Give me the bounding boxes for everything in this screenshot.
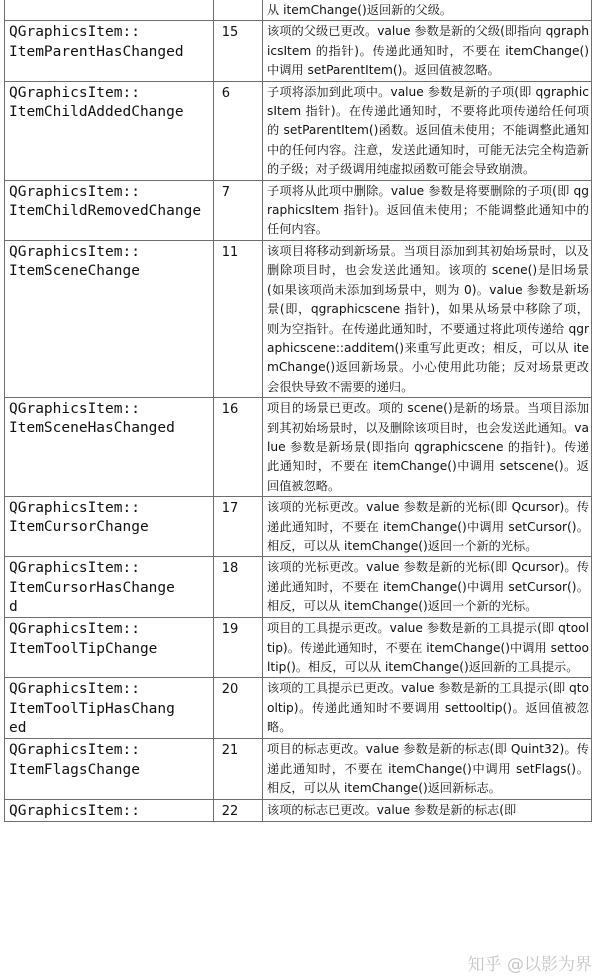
enum-value-cell <box>213 497 262 557</box>
enum-name-cell-text: QGraphicsItem:: ItemCursorChange <box>9 500 149 536</box>
description-cell-text: 该项的工具提示已更改。value 参数是新的工具提示(即 qtooltip)。传递此通知时不要调用 settooltip()。返回值被忽略。 <box>267 681 589 735</box>
watermark: 知乎 @以影为界 <box>467 955 592 975</box>
enum-name-cell <box>5 497 214 557</box>
enum-name-cell <box>5 398 214 497</box>
enum-name-cell-text: QGraphicsItem:: ItemChildRemovedChange <box>9 183 202 219</box>
enum-value-cell-text: 7 <box>221 184 230 200</box>
description-cell-text: 项目的标志更改。value 参数是新的标志(即 Quint32)。传递此通知时，不要在 itemChange()中调用 setFlags()。相反，可以从 itemChange()返回新标志。 <box>267 742 589 796</box>
enum-value-cell <box>213 557 262 618</box>
description-cell <box>263 81 592 180</box>
enum-value-cell <box>213 240 262 397</box>
enum-name-cell <box>5 180 214 240</box>
table-row <box>5 497 592 557</box>
table-row <box>5 557 592 618</box>
table-row <box>5 21 592 81</box>
enum-value-cell <box>213 21 262 81</box>
description-cell <box>263 21 592 81</box>
table-row <box>5 240 592 397</box>
enum-value-cell <box>213 0 262 21</box>
enum-name-cell <box>5 739 214 799</box>
enum-name-cell <box>5 81 214 180</box>
enum-name-cell-text: QGraphicsItem:: ItemChildAddedChange <box>9 84 184 120</box>
description-cell <box>263 739 592 799</box>
description-cell-text: 该项的光标更改。value 参数是新的光标(即 Qcursor)。传递此通知时，不要在 itemChange()中调用 setCursor()。相反，可以从 itemChange()返回一个新的光标。 <box>267 500 589 553</box>
description-cell <box>263 180 592 240</box>
enum-value-cell-text <box>214 0 262 4</box>
enum-value-cell <box>213 180 262 240</box>
enum-value-cell-text: 6 <box>221 85 230 101</box>
enum-value-cell <box>213 678 262 739</box>
description-cell-text: 该项的光标更改。value 参数是新的光标(即 Qcursor)。传递此通知时，不要在 itemChange()中调用 setCursor()。相反，可以从 itemChange()返回一个新的光标。 <box>267 560 589 614</box>
table-row <box>5 678 592 739</box>
enum-name-cell-text: QGraphicsItem:: <box>9 802 140 819</box>
enum-name-cell <box>5 21 214 81</box>
enum-name-cell <box>5 557 214 618</box>
description-cell <box>263 557 592 618</box>
enum-name-cell <box>5 678 214 739</box>
enum-value-cell <box>213 618 262 678</box>
enum-value-cell <box>213 81 262 180</box>
description-cell <box>263 618 592 678</box>
enum-name-cell <box>5 799 214 821</box>
enum-table <box>4 0 592 822</box>
enum-value-cell-text: 17 <box>221 501 239 517</box>
enum-name-cell-text: QGraphicsItem:: ItemCursorHasChange d <box>9 560 175 615</box>
description-cell <box>263 398 592 497</box>
description-cell <box>263 678 592 739</box>
enum-name-cell-text: QGraphicsItem:: ItemToolTipHasChang ed <box>9 681 175 737</box>
table-row <box>5 739 592 799</box>
description-cell <box>263 497 592 557</box>
enum-value-cell-text: 18 <box>221 561 239 577</box>
enum-name-cell <box>5 618 214 678</box>
enum-name-cell <box>5 240 214 397</box>
description-cell-text: 该项的父级已更改。value 参数是新的父级(即指向 qgraphicsItem 的指针)。传递此通知时，不要在 itemChange()中调用 setParentItem()。返回值被忽略。 <box>267 24 589 78</box>
description-cell-text: 从 itemChange()返回新的父级。 <box>267 3 453 17</box>
table-row <box>5 398 592 497</box>
enum-name-cell-text: QGraphicsItem:: ItemToolTipChange <box>9 621 158 657</box>
enum-value-cell <box>213 739 262 799</box>
enum-value-cell-text: 22 <box>221 803 239 819</box>
table-row <box>5 618 592 678</box>
enum-name-cell-text: QGraphicsItem:: ItemFlagsChange <box>9 742 140 778</box>
table-row <box>5 0 592 21</box>
enum-value-cell-text: 19 <box>221 622 239 638</box>
enum-value-cell-text: 16 <box>221 402 239 418</box>
enum-value-cell-text: 15 <box>221 25 239 41</box>
enum-name-cell <box>5 0 214 21</box>
enum-value-cell-text: 20 <box>221 682 239 698</box>
description-cell-text: 子项将添加到此项中。value 参数是新的子项(即 qgraphicsItem 指针)。在传递此通知时，不要将此项传递给任何项的 setParentItem()函数。返回值未使用；不能调整此通知中的任何内容。注意，发送此通知时，可能无法完全构造新的子级；对子级调用纯虚拟函数可能会导致崩溃。 <box>267 84 589 177</box>
description-cell <box>263 0 592 21</box>
table-row <box>5 799 592 821</box>
enum-value-cell-text: 11 <box>221 244 239 260</box>
enum-value-cell-text: 21 <box>221 743 239 759</box>
enum-name-cell-text: QGraphicsItem:: ItemParentHasChanged <box>9 24 184 60</box>
description-cell-text: 该项的标志已更改。value 参数是新的标志(即 <box>267 802 517 817</box>
description-cell <box>263 240 592 397</box>
enum-value-cell <box>213 799 262 821</box>
enum-value-cell <box>213 398 262 497</box>
description-cell-text: 子项将从此项中删除。value 参数是将要删除的子项(即 qgraphicsItem 指针)。返回值未使用；不能调整此通知中的任何内容。 <box>267 183 589 237</box>
table-row <box>5 81 592 180</box>
description-cell-text: 项目的场景已更改。项的 scene()是新的场景。当项目添加到其初始场景时，以及删除该项目时，也会发送此通知。value 参数是新场景(即指向 qgraphicscene 的指针)。传递此通知时，不要在 itemChange()中调用 setscene()。返回值被忽略。 <box>267 401 589 493</box>
table-row <box>5 180 592 240</box>
description-cell-text: 该项目将移动到新场景。当项目添加到其初始场景时，以及删除项目时，也会发送此通知。该项的 scene()是旧场景(如果该项尚未添加到场景中，则为 0)。value 参数是新场景(即，qgraphicscene 指针)，如果从场景中移除了项，则为空指针。在传递此通知时，不要通过将此项传递给 qgraphicscene::additem()来重写此更改；相反，可以从 itemChange()返回新场景。小心使用此功能；反对场景更改会很快导致不需要的递归。 <box>267 243 589 394</box>
enum-name-cell-text: QGraphicsItem:: ItemSceneChange <box>9 243 140 280</box>
enum-name-cell-text: QGraphicsItem:: ItemSceneHasChanged <box>9 401 175 437</box>
enum-name-cell-text <box>5 0 213 2</box>
description-cell-text: 项目的工具提示更改。value 参数是新的工具提示(即 qtooltip)。传递此通知时，不要在 itemChange()中调用 settooltip()。相反，可以从 itemChange()返回新的工具提示。 <box>267 621 589 675</box>
description-cell <box>263 799 592 821</box>
